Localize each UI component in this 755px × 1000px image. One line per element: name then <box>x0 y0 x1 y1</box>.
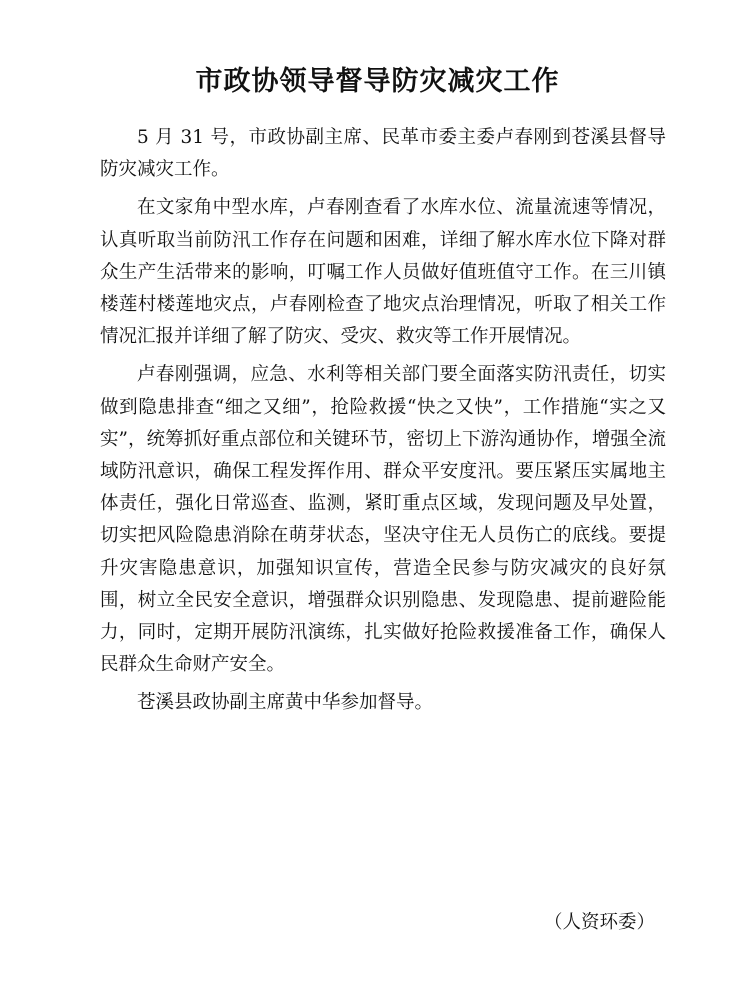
paragraph-attendance: 苍溪县政协副主席黄中华参加督导。 <box>137 692 434 714</box>
paragraph-emphasis: 卢春刚强调，应急、水利等相关部门要全面落实防汛责任，切实做到隐患排查“细之又细”，抢险救援“快之又快”，工作措施“实之又实”，统筹抓好重点部位和关键环节，密切上下游沟通协作，增强全流域防汛意识，确保工程发挥作用、群众平安度汛。要压紧压实属地主体责任，强化日常巡查、监测，紧盯重点区域，发现问题及早处置，切实把风险隐患消除在萌芽状态，坚决守住无人员伤亡的底线。要提升灾害隐患意识，加强知识宣传，营造全民参与防灾减灾的良好氛围，树立全民安全意识，增强群众识别隐患、发现隐患、提前避险能力，同时，定期开展防汛演练，扎实做好抢险救援准备工作，确保人民群众生命财产安全。 <box>100 364 666 676</box>
document-body <box>100 122 666 726</box>
paragraph-inspection: 在文家角中型水库，卢春刚查看了水库水位、流量流速等情况，认真听取当前防汛工作存在问题和困难，详细了解水库水位下降对群众生产生活带来的影响，叮嘱工作人员做好值班值守工作。在三川镇楼莲村楼莲地灾点，卢春刚检查了地灾点治理情况，听取了相关工作情况汇报并详细了解了防灾、受灾、救灾等工作开展情况。 <box>100 197 666 348</box>
page-title: 市政协领导督导防灾减灾工作 <box>195 66 560 97</box>
document-signature: （人资环委） <box>543 912 655 933</box>
paragraph-intro: 5 月 31 号，市政协副主席、民革市委主委卢春刚到苍溪县督导防灾减灾工作。 <box>100 127 666 181</box>
